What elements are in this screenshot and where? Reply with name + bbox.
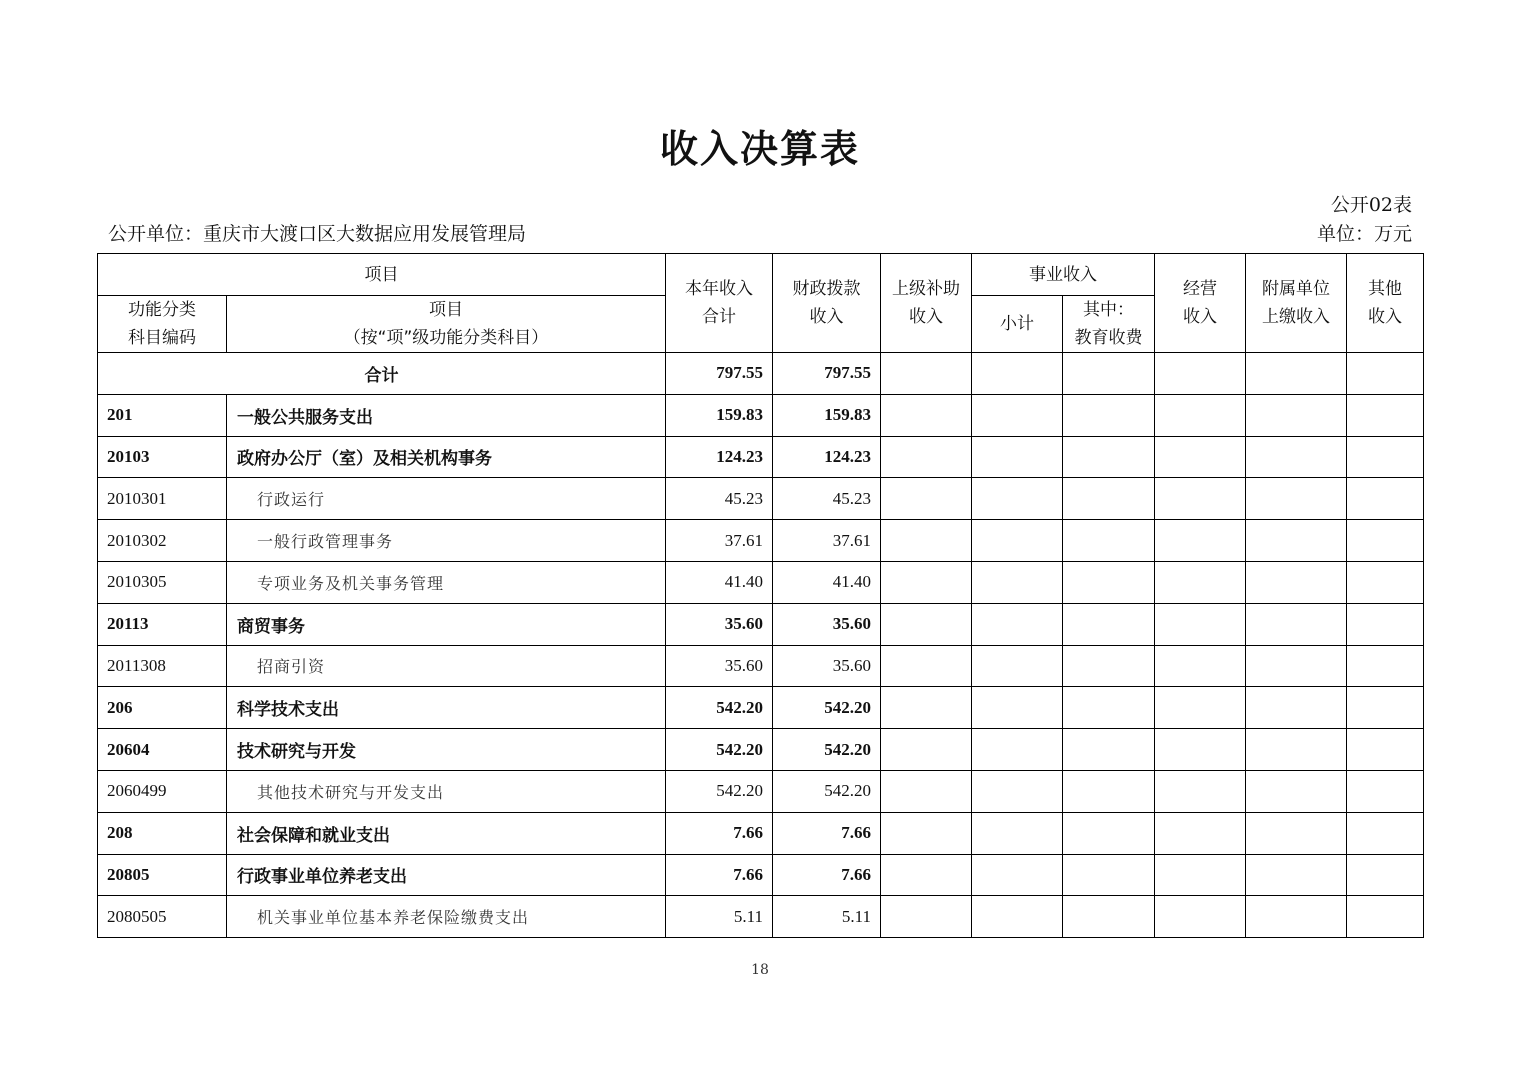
- code-cell: 208: [98, 812, 227, 854]
- empty-cell: [1347, 812, 1424, 854]
- code-cell: 201: [98, 394, 227, 436]
- table-row: [98, 687, 1424, 729]
- code-cell: 20604: [98, 729, 227, 771]
- empty-cell: [1246, 854, 1347, 896]
- total-cell: 45.23: [666, 478, 773, 520]
- empty-cell: [1246, 603, 1347, 645]
- table-row: [98, 896, 1424, 938]
- code-cell: 2010305: [98, 561, 227, 603]
- empty-cell: [1063, 603, 1155, 645]
- empty-cell: [972, 896, 1063, 938]
- item-name-cell: 专项业务及机关事务管理: [227, 561, 666, 603]
- fiscal-cell: 542.20: [773, 770, 881, 812]
- empty-cell: [1155, 478, 1246, 520]
- empty-cell: [1347, 394, 1424, 436]
- header-business: 事业收入: [972, 254, 1155, 296]
- empty-cell: [1155, 561, 1246, 603]
- empty-cell: [1063, 478, 1155, 520]
- total-cell: 542.20: [666, 729, 773, 771]
- empty-cell: [1063, 812, 1155, 854]
- table-row: [98, 645, 1424, 687]
- table-row: [98, 812, 1424, 854]
- empty-cell: [1246, 729, 1347, 771]
- header-other: 其他 收入: [1347, 254, 1424, 353]
- header-fiscal: 财政拨款 收入: [773, 254, 881, 353]
- code-cell: 2060499: [98, 770, 227, 812]
- empty-cell: [881, 812, 972, 854]
- item-name-cell: 社会保障和就业支出: [227, 812, 666, 854]
- total-value: 797.55: [666, 353, 773, 395]
- empty-cell: [972, 645, 1063, 687]
- reporting-unit: 公开单位：重庆市大渡口区大数据应用发展管理局: [108, 223, 527, 245]
- fiscal-cell: 159.83: [773, 394, 881, 436]
- header-superior: 上级补助 收入: [881, 254, 972, 353]
- empty-cell: [1246, 770, 1347, 812]
- total-cell: 7.66: [666, 812, 773, 854]
- table-row: [98, 520, 1424, 562]
- empty-cell: [1246, 645, 1347, 687]
- code-cell: 2010302: [98, 520, 227, 562]
- code-cell: 20113: [98, 603, 227, 645]
- form-number: 公开02表: [1330, 194, 1412, 216]
- code-cell: 2011308: [98, 645, 227, 687]
- empty-cell: [881, 896, 972, 938]
- fiscal-cell: 45.23: [773, 478, 881, 520]
- empty-cell: [1063, 854, 1155, 896]
- empty-cell: [1347, 854, 1424, 896]
- empty-cell: [972, 603, 1063, 645]
- empty-cell: [972, 561, 1063, 603]
- empty-cell: [881, 394, 972, 436]
- empty-cell: [1155, 854, 1246, 896]
- item-name-cell: 政府办公厅（室）及相关机构事务: [227, 436, 666, 478]
- item-name-cell: 机关事业单位基本养老保险缴费支出: [227, 896, 666, 938]
- fiscal-cell: 542.20: [773, 687, 881, 729]
- empty-cell: [972, 729, 1063, 771]
- empty-cell: [972, 436, 1063, 478]
- total-cell: 37.61: [666, 520, 773, 562]
- header-code: 功能分类 科目编码: [98, 296, 227, 353]
- code-cell: 2010301: [98, 478, 227, 520]
- empty-cell: [1155, 394, 1246, 436]
- empty-cell: [1347, 729, 1424, 771]
- total-cell: 35.60: [666, 603, 773, 645]
- table-row: [98, 770, 1424, 812]
- empty-cell: [1347, 687, 1424, 729]
- empty-cell: [1155, 687, 1246, 729]
- empty-cell: [881, 729, 972, 771]
- empty-cell: [972, 687, 1063, 729]
- empty-cell: [972, 854, 1063, 896]
- table-row: [98, 854, 1424, 896]
- empty-cell: [1246, 436, 1347, 478]
- item-name-cell: 一般公共服务支出: [227, 394, 666, 436]
- fiscal-cell: 5.11: [773, 896, 881, 938]
- empty-cell: [1063, 645, 1155, 687]
- empty-cell: [972, 520, 1063, 562]
- total-cell: 542.20: [666, 770, 773, 812]
- total-cell: 35.60: [666, 645, 773, 687]
- empty-cell: [1063, 520, 1155, 562]
- item-name-cell: 商贸事务: [227, 603, 666, 645]
- empty-cell: [1155, 812, 1246, 854]
- empty-cell: [1246, 394, 1347, 436]
- item-name-cell: 行政事业单位养老支出: [227, 854, 666, 896]
- page-number: 18: [751, 962, 769, 978]
- page-title: 收入决算表: [659, 127, 860, 171]
- empty-cell: [881, 770, 972, 812]
- fiscal-cell: 124.23: [773, 436, 881, 478]
- table-row: [98, 478, 1424, 520]
- code-cell: 2080505: [98, 896, 227, 938]
- fiscal-cell: 35.60: [773, 645, 881, 687]
- total-label: 合计: [98, 353, 666, 395]
- empty-cell: [1063, 561, 1155, 603]
- total-cell: 41.40: [666, 561, 773, 603]
- fiscal-cell: 35.60: [773, 603, 881, 645]
- empty-cell: [1347, 478, 1424, 520]
- table-row: [98, 436, 1424, 478]
- empty-cell: [1063, 729, 1155, 771]
- empty-cell: [972, 394, 1063, 436]
- empty-cell: [972, 478, 1063, 520]
- code-cell: 206: [98, 687, 227, 729]
- fiscal-cell: 41.40: [773, 561, 881, 603]
- empty-cell: [881, 436, 972, 478]
- item-name-cell: 行政运行: [227, 478, 666, 520]
- empty-cell: [1155, 436, 1246, 478]
- empty-cell: [881, 854, 972, 896]
- empty-cell: [1347, 520, 1424, 562]
- total-cell: 542.20: [666, 687, 773, 729]
- empty-cell: [1063, 687, 1155, 729]
- empty-cell: [1063, 394, 1155, 436]
- total-row: [98, 353, 1424, 395]
- empty-cell: [881, 520, 972, 562]
- header-subtotal: 小计: [972, 296, 1063, 353]
- empty-cell: [972, 770, 1063, 812]
- fiscal-cell: 37.61: [773, 520, 881, 562]
- empty-cell: [881, 645, 972, 687]
- item-name-cell: 一般行政管理事务: [227, 520, 666, 562]
- empty-cell: [1155, 770, 1246, 812]
- empty-cell: [881, 478, 972, 520]
- header-edu: 其中： 教育收费: [1063, 296, 1155, 353]
- table-row: [98, 603, 1424, 645]
- empty-cell: [1246, 561, 1347, 603]
- empty-cell: [1347, 561, 1424, 603]
- empty-cell: [1155, 896, 1246, 938]
- item-name-cell: 其他技术研究与开发支出: [227, 770, 666, 812]
- total-cell: 7.66: [666, 854, 773, 896]
- empty-cell: [1063, 896, 1155, 938]
- empty-cell: [1347, 770, 1424, 812]
- empty-cell: [1347, 603, 1424, 645]
- total-cell: 159.83: [666, 394, 773, 436]
- empty-cell: [1246, 812, 1347, 854]
- empty-cell: [1155, 520, 1246, 562]
- header-affiliated: 附属单位 上缴收入: [1246, 254, 1347, 353]
- table-row: [98, 394, 1424, 436]
- table-row: [98, 729, 1424, 771]
- empty-cell: [881, 687, 972, 729]
- total-cell: 5.11: [666, 896, 773, 938]
- fiscal-cell: 7.66: [773, 854, 881, 896]
- table-row: [98, 561, 1424, 603]
- empty-cell: [881, 561, 972, 603]
- empty-cell: [1063, 770, 1155, 812]
- fiscal-cell: 7.66: [773, 812, 881, 854]
- empty-cell: [1347, 645, 1424, 687]
- total-cell: 124.23: [666, 436, 773, 478]
- empty-cell: [1063, 436, 1155, 478]
- empty-cell: [1246, 478, 1347, 520]
- empty-cell: [1155, 729, 1246, 771]
- empty-cell: [1347, 436, 1424, 478]
- empty-cell: [1246, 896, 1347, 938]
- currency-unit: 单位：万元: [1316, 223, 1412, 245]
- code-cell: 20103: [98, 436, 227, 478]
- code-cell: 20805: [98, 854, 227, 896]
- total-fiscal-value: 797.55: [773, 353, 881, 395]
- item-name-cell: 科学技术支出: [227, 687, 666, 729]
- header-total: 本年收入 合计: [666, 254, 773, 353]
- header-operating: 经营 收入: [1155, 254, 1246, 353]
- item-name-cell: 技术研究与开发: [227, 729, 666, 771]
- empty-cell: [1246, 520, 1347, 562]
- income-table: [97, 253, 1424, 938]
- empty-cell: [1155, 645, 1246, 687]
- empty-cell: [1155, 603, 1246, 645]
- header-project: 项目: [98, 254, 666, 296]
- header-item: 项目 （按“项”级功能分类科目）: [227, 296, 666, 353]
- item-name-cell: 招商引资: [227, 645, 666, 687]
- empty-cell: [972, 812, 1063, 854]
- empty-cell: [881, 603, 972, 645]
- empty-cell: [1347, 896, 1424, 938]
- empty-cell: [1246, 687, 1347, 729]
- fiscal-cell: 542.20: [773, 729, 881, 771]
